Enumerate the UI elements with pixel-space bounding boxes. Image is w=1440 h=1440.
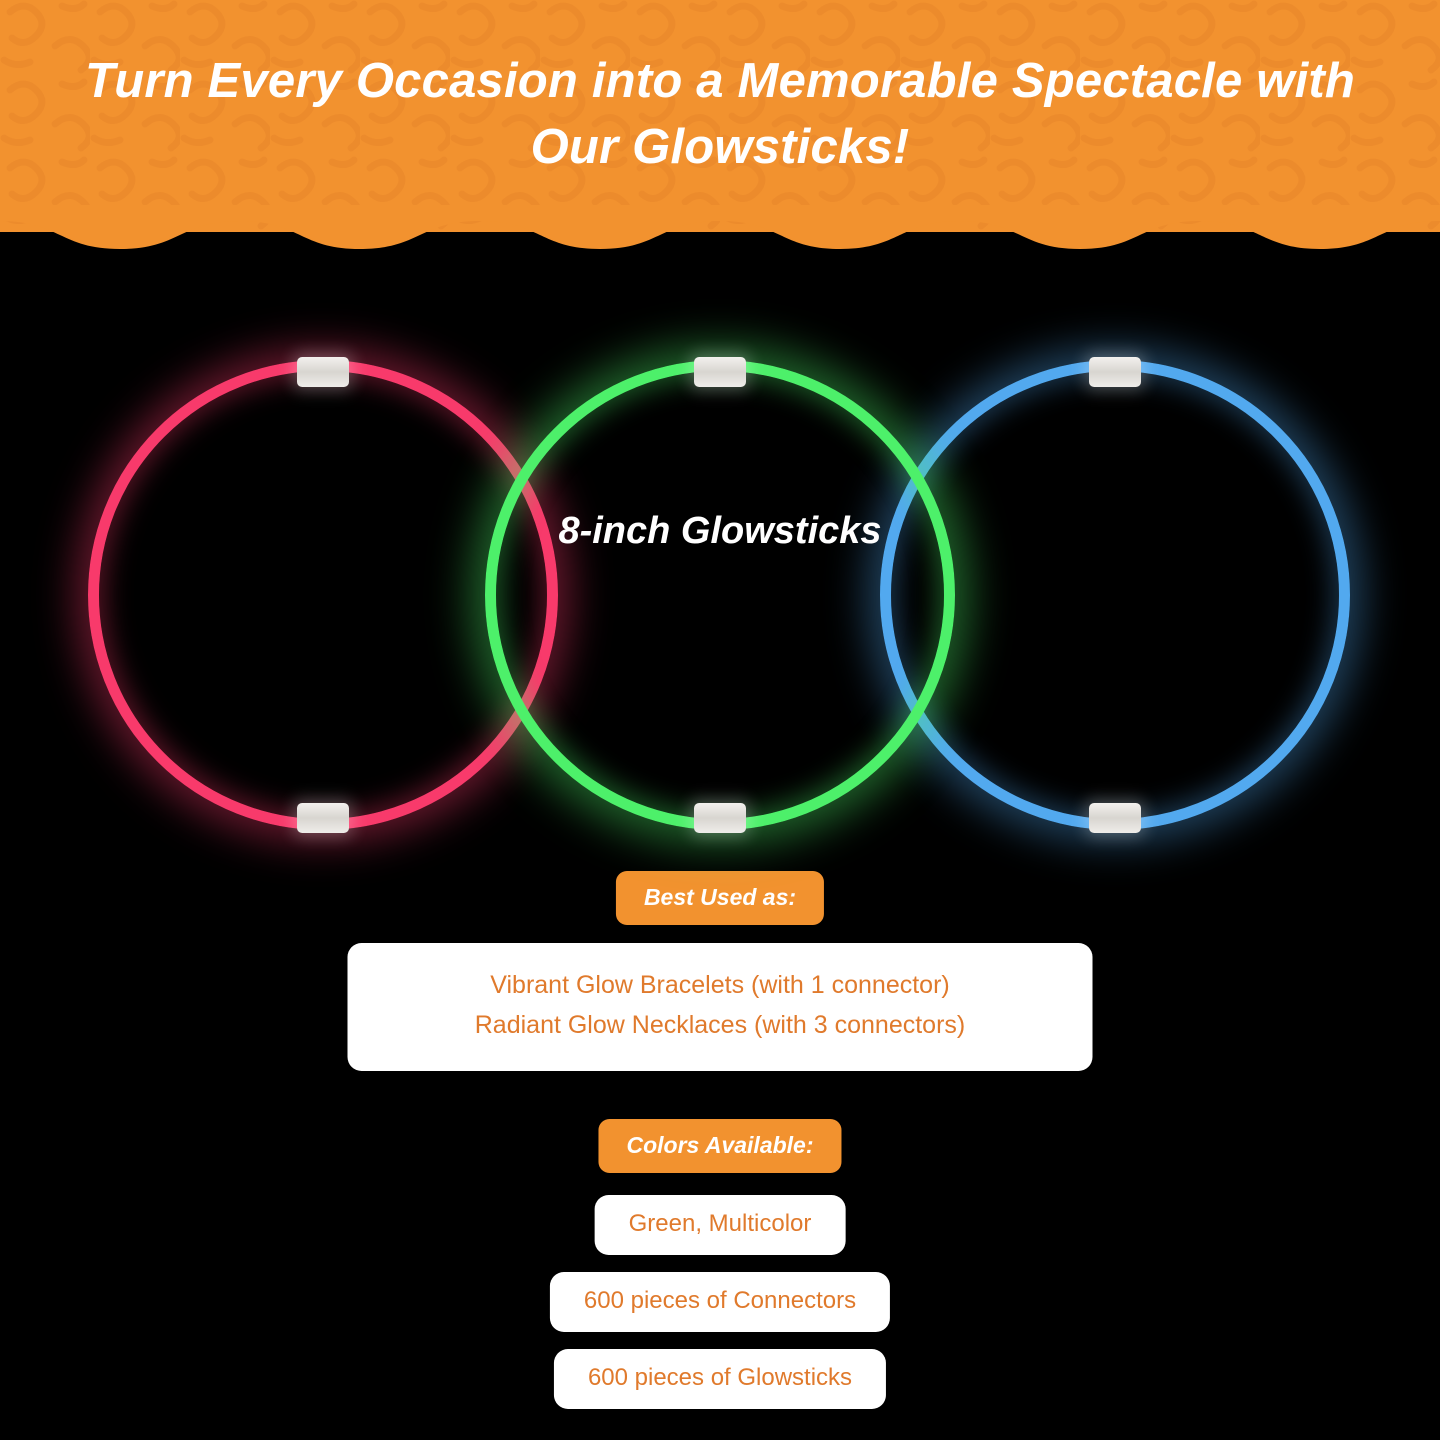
best-used-line-2: Radiant Glow Necklaces (with 3 connectors): [474, 1011, 966, 1039]
pink-ring-connector-top: [297, 357, 349, 387]
glowstick-rings-illustration: [0, 330, 1440, 830]
header-banner: [0, 0, 1440, 252]
best-used-line-1: Vibrant Glow Bracelets (with 1 connector): [490, 971, 950, 999]
best-used-badge: Best Used as:: [616, 871, 824, 925]
product-size-label: 8-inch Glowsticks: [558, 510, 882, 552]
header-wave-divider: [0, 205, 1440, 252]
green-ring-connector-bottom: [694, 803, 746, 833]
green-glowstick-ring: [485, 360, 955, 830]
colors-available-item-1: Green, Multicolor: [595, 1195, 846, 1255]
blue-ring-connector-top: [1089, 357, 1141, 387]
colors-available-item-3: 600 pieces of Glowsticks: [554, 1349, 886, 1409]
page-title: Turn Every Occasion into a Memorable Spectacle with Our Glowsticks!: [84, 54, 1356, 174]
green-ring-connector-top: [694, 357, 746, 387]
best-used-panel: [348, 943, 1093, 1071]
colors-available-item-2: 600 pieces of Connectors: [550, 1272, 890, 1332]
pink-ring-connector-bottom: [297, 803, 349, 833]
colors-available-badge: Colors Available:: [598, 1119, 841, 1173]
blue-ring-connector-bottom: [1089, 803, 1141, 833]
